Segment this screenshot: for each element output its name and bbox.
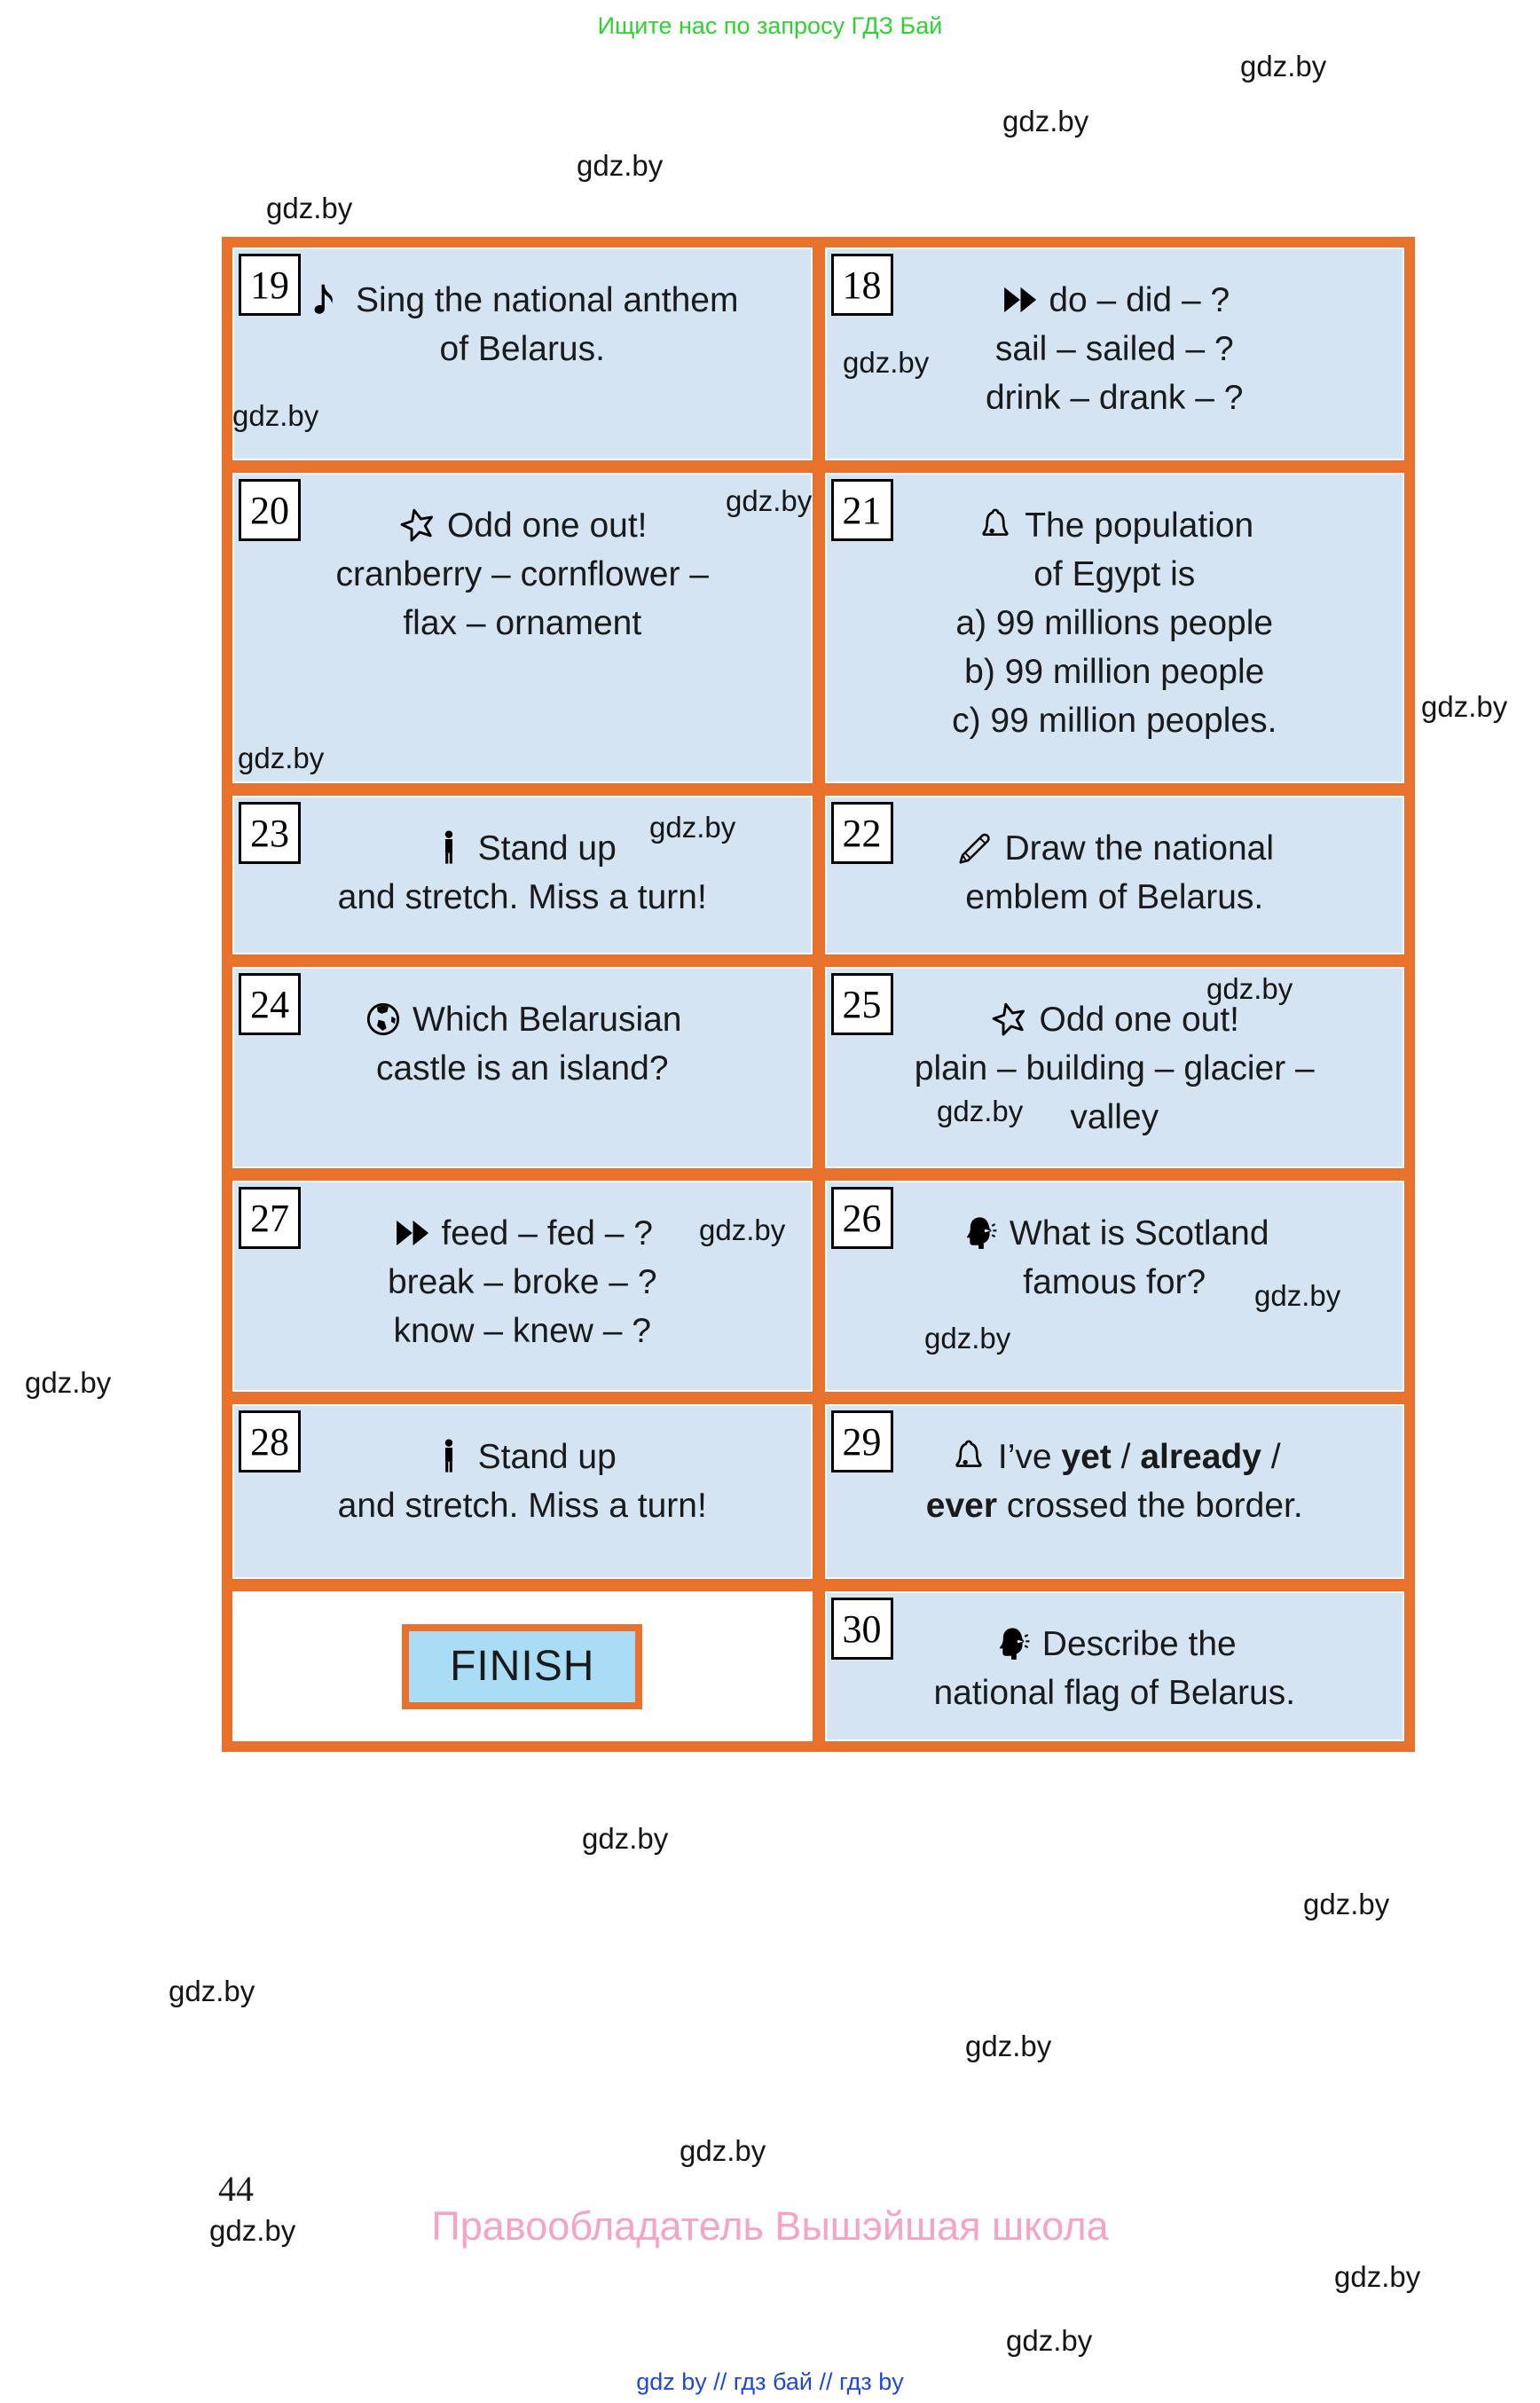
cell-number-badge: 29 [831, 1410, 893, 1472]
finish-box: FINISH [402, 1624, 642, 1709]
board-cell-21 [825, 473, 1405, 783]
cell-text-line: The population [846, 501, 1384, 550]
cell-text-line: cranberry – cornflower – [335, 555, 709, 593]
star-icon [397, 505, 438, 546]
fast-forward-icon [999, 279, 1040, 320]
person-icon [428, 828, 469, 868]
cell-text-line: Sing the national anthem [254, 276, 791, 325]
cell-text-line: of Belarus. [439, 330, 605, 368]
finish-cell [232, 1591, 813, 1741]
cell-text-line: plain – building – glacier – [914, 1049, 1315, 1088]
cell-text-line: Draw the national [846, 824, 1384, 873]
watermark-gdzby: gdz.by [1002, 105, 1089, 137]
music-note-icon [306, 279, 347, 320]
cell-number-badge: 28 [239, 1410, 301, 1472]
cell-number-badge: 30 [831, 1598, 893, 1660]
cell-text-line: ever crossed the border. [925, 1487, 1303, 1525]
cell-text-line: drink – drank – ? [985, 379, 1244, 417]
cell-text-line: break – broke – ? [387, 1263, 657, 1301]
watermark-gdzby: gdz.by [209, 2214, 296, 2247]
cell-text-line: emblem of Belarus. [965, 878, 1264, 916]
watermark-gdzby: gdz.by [649, 811, 736, 844]
watermark-gdzby: gdz.by [1254, 1279, 1341, 1312]
cell-text-line: sail – sailed – ? [994, 330, 1234, 368]
watermark-gdzby: gdz.by [726, 484, 813, 517]
watermark-gdzby: gdz.by [582, 1822, 669, 1855]
cell-text-line: Which Belarusian [254, 995, 791, 1044]
fast-forward-icon [391, 1213, 432, 1253]
cell-text-line: b) 99 million people [964, 653, 1265, 691]
top-banner: Ищите нас по запросу ГДЗ Бай [597, 12, 943, 39]
pencil-icon [955, 828, 995, 868]
cell-text-line: feed – fed – ? [254, 1209, 791, 1258]
cell-text-line: Odd one out! [846, 995, 1384, 1044]
cell-text-line: castle is an island? [375, 1049, 669, 1088]
watermark-gdzby: gdz.by [25, 1366, 112, 1399]
cell-text-line: c) 99 million peoples. [952, 702, 1277, 740]
cell-number-badge: 23 [239, 802, 301, 864]
watermark-gdzby: gdz.by [238, 742, 325, 774]
board-cell-28 [232, 1404, 813, 1579]
board-cell-20 [232, 473, 813, 783]
watermark-gdzby: gdz.by [924, 1322, 1011, 1355]
watermark-gdzby: gdz.by [965, 2030, 1052, 2062]
watermark-gdzby: gdz.by [1006, 2324, 1093, 2357]
watermark-gdzby: gdz.by [232, 399, 319, 432]
speaking-head-icon [993, 1623, 1033, 1664]
cell-text-line: valley [1070, 1098, 1159, 1136]
watermark-gdzby: gdz.by [680, 2134, 766, 2167]
person-icon [428, 1436, 469, 1477]
speaking-head-icon [960, 1213, 1001, 1253]
cell-text-line: I’ve yet / already / [846, 1433, 1384, 1481]
cell-number-badge: 18 [831, 254, 893, 316]
bell-icon [975, 505, 1016, 546]
watermark-gdzby: gdz.by [1421, 690, 1508, 723]
cell-text-line: famous for? [1023, 1263, 1206, 1301]
cell-text-line: know – knew – ? [393, 1312, 651, 1350]
cell-number-badge: 22 [831, 802, 893, 864]
watermark-gdzby: gdz.by [266, 192, 353, 224]
watermark-gdzby: gdz.by [1240, 50, 1327, 82]
star-icon [989, 999, 1030, 1040]
copyright-line: Правообладатель Вышэйшая школа [431, 2203, 1109, 2249]
board-cell-19 [232, 247, 813, 460]
watermark-gdzby: gdz.by [937, 1095, 1024, 1127]
cell-number-badge: 21 [831, 479, 893, 541]
cell-number-badge: 27 [239, 1187, 301, 1249]
board-cell-27 [232, 1181, 813, 1392]
cell-number-badge: 26 [831, 1187, 893, 1249]
cell-number-badge: 25 [831, 973, 893, 1035]
board-cell-24 [232, 967, 813, 1168]
cell-number-badge: 24 [239, 973, 301, 1035]
watermark-gdzby: gdz.by [1303, 1888, 1390, 1920]
cell-text-line: Describe the [846, 1620, 1384, 1669]
page-number: 44 [218, 2169, 254, 2209]
cell-text-line: and stretch. Miss a turn! [337, 878, 707, 916]
board-cell-22 [825, 796, 1405, 954]
cell-text-line: national flag of Belarus. [933, 1674, 1296, 1712]
cell-text-line: a) 99 millions people [955, 604, 1274, 642]
cell-number-badge: 19 [239, 254, 301, 316]
cell-text-line: Stand up [254, 824, 791, 873]
cell-text-line: Odd one out! [254, 501, 791, 550]
globe-icon [363, 999, 404, 1040]
board-cell-25 [825, 967, 1405, 1168]
cell-text-line: do – did – ? [846, 276, 1384, 325]
footer-links: gdz by // гдз бай // гдз by [636, 2368, 904, 2395]
cell-text-line: of Egypt is [1033, 555, 1196, 593]
watermark-gdzby: gdz.by [699, 1213, 786, 1246]
watermark-gdzby: gdz.by [843, 346, 930, 379]
watermark-gdzby: gdz.by [577, 149, 664, 182]
watermark-gdzby: gdz.by [1334, 2260, 1421, 2293]
cell-text-line: flax – ornament [403, 604, 642, 642]
cell-text-line: and stretch. Miss a turn! [337, 1487, 707, 1525]
board-cell-29 [825, 1404, 1405, 1579]
board-cell-30 [825, 1591, 1405, 1741]
cell-text-line: What is Scotland [846, 1209, 1384, 1258]
watermark-gdzby: gdz.by [1206, 972, 1293, 1005]
cell-number-badge: 20 [239, 479, 301, 541]
watermark-gdzby: gdz.by [169, 1975, 255, 2007]
bell-icon [948, 1436, 989, 1477]
cell-text-line: Stand up [254, 1433, 791, 1481]
